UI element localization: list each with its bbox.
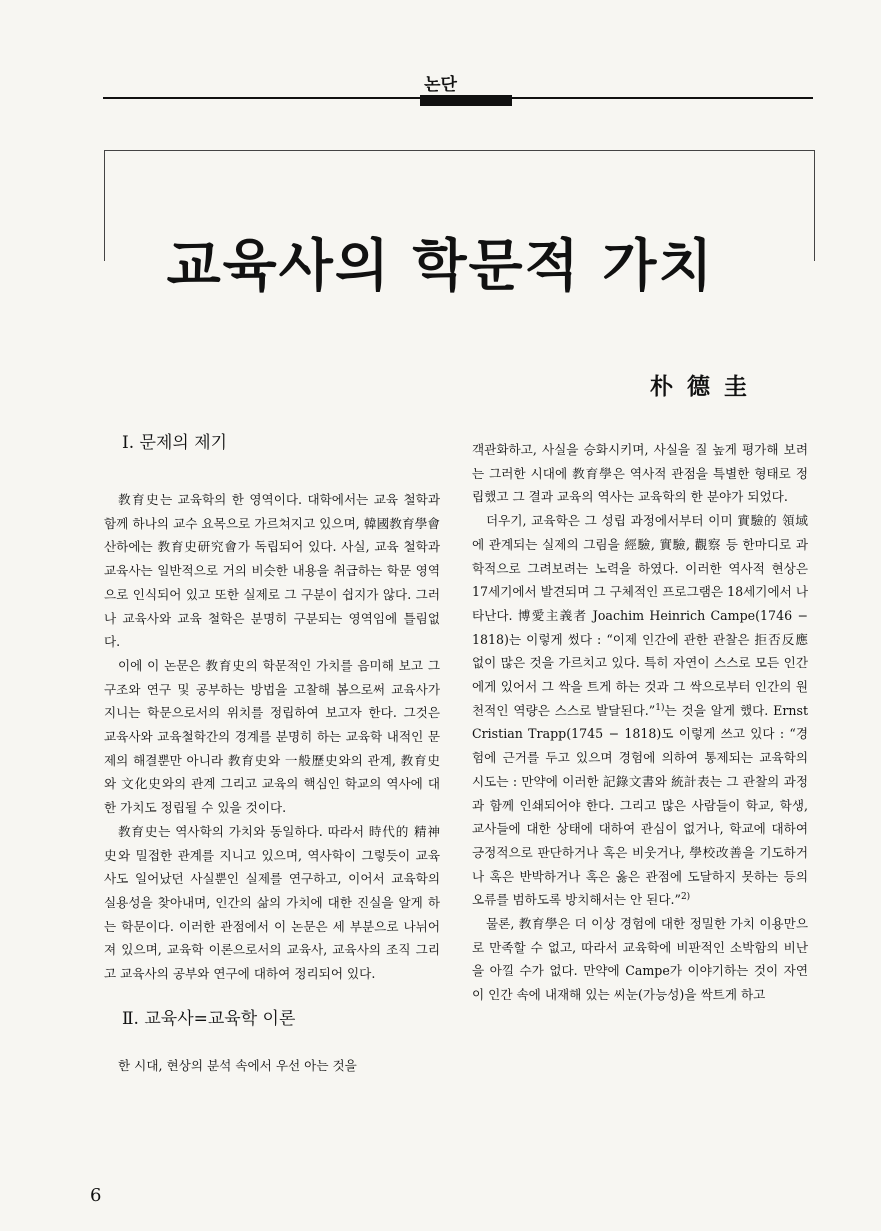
page-number: 6 (90, 1185, 102, 1206)
paragraph: 물론, 教育學은 더 이상 경험에 대한 정밀한 가치 이용만으로 만족할 수 없고, 따라서 교육학에 비판적인 소박함의 비난을 아낄 수가 없다. 만약에 Campe가 이야기하는 것이 자연이 인간 속에 내재해 있는 씨눈(가능성)을 싹트게 하고 (472, 916, 808, 1003)
paragraph: 객관화하고, 사실을 승화시키며, 사실을 질 높게 평가해 보려는 그러한 시대에 教育學은 역사적 관점을 특별한 형태로 정립했고 그 결과 교육의 역사는 교육학의 한 분야가 되었다. (472, 442, 808, 505)
footnote-marker: 1) (655, 702, 665, 713)
paragraph (472, 509, 808, 912)
paragraph-text: 는 것을 알게 했다. Ernst Cristian Trapp(1745 − 1818)도 이렇게 쓰고 있다 : “경험에 근거를 두고 있으며 경험에 의하여 통제되는 교육학의 시도는 : 만약에 이러한 記錄文書와 統計表는 그 관찰의 과정과 함께 인쇄되어야 한다. 그리고 많은 사람들이 학교, 학생, 교사들에 대한 상태에 대하여 관심이 없거나, 학교에 대하여 긍정적으로 판단하거나 혹은 비웃거나, 學校改善을 기도하거나 혹은 반박하거나 혹은 옳은 관점에 도달하지 못하는 등의 오류를 범하도록 방치해서는 안 된다.” (472, 702, 808, 908)
section-heading-1: Ⅰ. 문제의 제기 (122, 433, 228, 453)
paragraph: 한 시대, 현상의 분석 속에서 우선 아는 것을 (118, 1057, 357, 1073)
article-title: 교육사의 학문적 가치 (166, 233, 715, 299)
footnote-marker: 2) (680, 892, 691, 903)
right-column (472, 438, 808, 1007)
left-column (104, 432, 440, 1077)
paragraph: 教育史는 역사학의 가치와 동일하다. 따라서 時代的 精神史와 밀접한 관계를 지니고 있으며, 역사학이 그렇듯이 교육사도 일어났던 사실뿐인 실제를 연구하고, 이어서 교육학의 실용성을 찾아내며, 인간의 삶의 가치에 대한 진실을 알게 하는 학문이다. 이러한 관점에서 이 논문은 세 부분으로 나뉘어져 있으며, 교육학 이론으로서의 교육사, 교육사의 조직 그리고 교육사의 공부와 연구에 대하여 정리되어 있다. (104, 823, 440, 982)
section-heading-2: Ⅱ. 교육사=교육학 이론 (122, 1008, 296, 1029)
paragraph-text: 더우기, 교육학은 그 성립 과정에서부터 이미 實驗的 領域에 관계되는 실제의 그림을 經驗, 實驗, 觀察 등 한마디로 과학적으로 그려보려는 노력을 하였다. 이러한 역사적 현상은 17세기에서 발견되며 그 구체적인 프로그램은 18세기에서 나타난다. 博愛主義者 Joachim Heinrich Campe(1746 − 1818)는 이렇게 썼다 : “이제 인간에 관한 관찰은 拒否反應 없이 많은 것을 가르치고 있다. 특히 자연이 스스로 모든 인간에게 있어서 그 싹을 트게 하는 것과 그 싹으로부터 인간의 원천적인 역량은 스스로 발달된다.” (472, 513, 808, 718)
header-rule-accent (420, 95, 512, 106)
paragraph: 이에 이 논문은 教育史의 학문적인 가치를 음미해 보고 그 구조와 연구 및 공부하는 방법을 고찰해 봄으로써 교육사가 지니는 학문으로서의 위치를 정립하여 보고자 한다. 그것은 교육사와 교육철학간의 경계를 분명히 하는 교육학 내적인 문제의 해결뿐만 아니라 教育史와 一般歷史와의 관계, 教育史와 文化史와의 관계 그리고 교육의 핵심인 학교의 역사에 대한 가치도 정립될 수 있을 것이다. (104, 657, 440, 816)
paragraph: 教育史는 교육학의 한 영역이다. 대학에서는 교육 철학과 함께 하나의 교수 요목으로 가르쳐지고 있으며, 韓國教育學會 산하에는 教育史研究會가 독립되어 있다. 사실, 교육 철학과 교육사는 일반적으로 거의 비슷한 내용을 취급하는 학문 영역으로 인식되어 있고 또한 실제로 그 구분이 쉽지가 않다. 그러나 교육사와 교육 철학은 분명히 구분되는 영역임에 틀림없다. (104, 492, 440, 650)
author-name: 朴德圭 (650, 373, 761, 400)
section-label: 논단 (424, 75, 457, 95)
